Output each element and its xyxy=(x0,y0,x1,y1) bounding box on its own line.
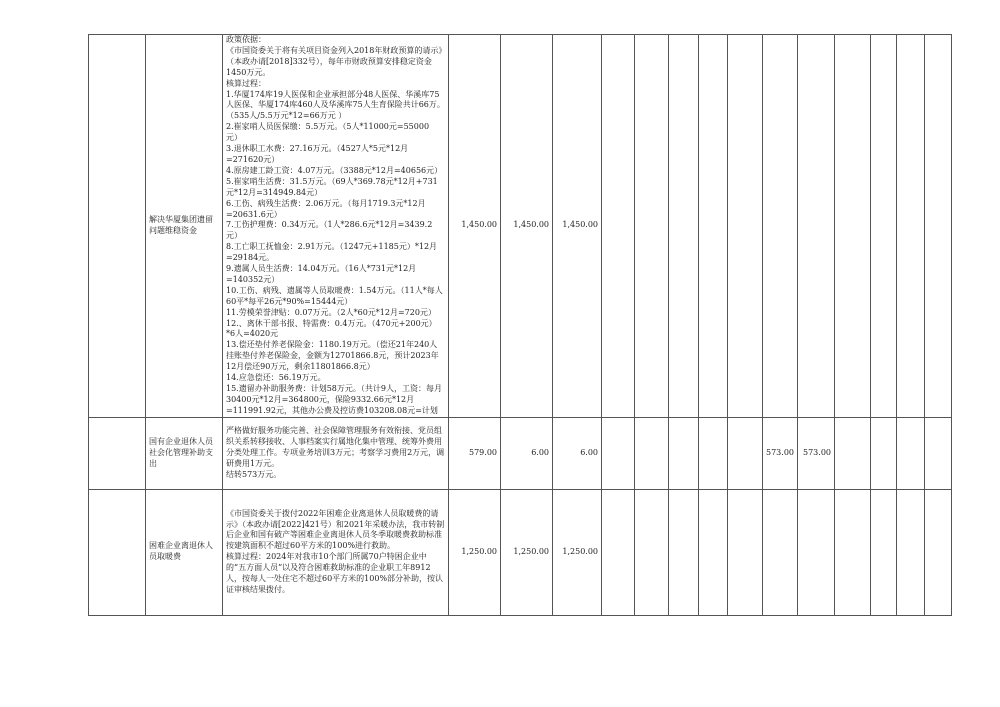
table-row xyxy=(89,489,952,615)
value-cell xyxy=(897,417,925,489)
value-cell xyxy=(699,417,728,489)
value-cell xyxy=(699,489,728,615)
value-cell: 573.00 xyxy=(798,417,835,489)
value-cell xyxy=(871,489,897,615)
value-cell xyxy=(728,35,763,418)
value-cell: 1,450.00 xyxy=(501,35,553,418)
table-row xyxy=(89,35,952,418)
value-cell xyxy=(871,417,897,489)
budget-table xyxy=(88,34,952,616)
value-cell xyxy=(798,35,835,418)
value-cell xyxy=(635,417,669,489)
value-cell xyxy=(835,489,871,615)
value-cell: 1,250.00 xyxy=(449,489,501,615)
value-cell xyxy=(835,417,871,489)
value-cell xyxy=(763,489,798,615)
value-cell xyxy=(871,35,897,418)
value-cell xyxy=(602,417,635,489)
value-cell xyxy=(835,35,871,418)
project-description-text: 严格做好服务功能完善、社会保障管理服务有效衔接、党员组织关系转移接收、人事档案实行属地化集中管理、统筹外费用分类处理工作。专项业务培训3万元；考察学习费用2万元，调研费用1万元。 结转573万元。 xyxy=(226,425,445,479)
value-cell xyxy=(635,35,669,418)
project-name: 解决华厦集团遗留问题维稳资金 xyxy=(146,35,223,418)
blank-cell xyxy=(89,35,146,418)
value-cell xyxy=(635,489,669,615)
project-description xyxy=(223,489,449,615)
value-cell xyxy=(669,417,699,489)
table-row xyxy=(89,417,952,489)
value-cell: 6.00 xyxy=(553,417,602,489)
value-cell xyxy=(602,489,635,615)
project-description-text: 政策依据： 《市国资委关于将有关项目资金列入2018年财政预算的请示》（本政办请[2018]332号），每年市财政预算安排稳定资金1450万元。 核算过程： 1.华厦174库19人医保和企业承担部分48人医保、华溪库75人医保、华厦174库460人及华溪库75人生育保险共计66万。（535人/5.5万元*12=66万元 ） 2.崔家哨人员医保缴：5.5万元。（5人*11000元=55000元） 3.退休职工水费：27.16万元。（4527人*5元*12月=271620元） 4.原房建工龄工资：4.07万元。（3388元*12月=40656元） 5.崔家哨生活费：31.5万元。（69人*369.78元*12月+731元*12月=314949.84元） 6.工伤、病残生活费：2.06万元。（每月1719.3元*12月=20631.6元） 7.工伤护理费：0.34万元。（1人*286.6元*12月=3439.2元） 8.工亡职工抚恤金：2.91万元。（1247元+1185元）*12月=29184元。 9.遗属人员生活费：14.04万元。（16人*731元*12月=140352元） 10.工伤、病残、遗属等人员取暖费：1.54万元。（11人*每人60平*每平26元*90%=15444元） 11.劳模荣誉津贴：0.07万元。（2人*60元*12月=720元） 12.、离休干部书报、特需费：0.4万元。（470元+200元）*6人=4020元 13.偿还垫付养老保险金：1180.19万元。（偿还21年240人挂账垫付养老保险金，金额为12701866.8元，预计2023年12月偿还90万元，剩余11801866.8元） 14.应急偿还：56.19万元。 15.遗留办补助服务费：计划58万元。（共计9人，工资：每月30400元*12月=364800元，保险9332.66元*12月=111991.92元，其他办公费及控访费103208.08元=计划 xyxy=(226,35,445,415)
value-cell xyxy=(925,417,952,489)
value-cell: 579.00 xyxy=(449,417,501,489)
value-cell xyxy=(925,489,952,615)
value-cell: 1,450.00 xyxy=(449,35,501,418)
value-cell xyxy=(669,489,699,615)
value-cell xyxy=(602,35,635,418)
blank-cell xyxy=(89,489,146,615)
value-cell xyxy=(728,489,763,615)
value-cell xyxy=(763,35,798,418)
value-cell xyxy=(728,417,763,489)
value-cell xyxy=(699,35,728,418)
project-description xyxy=(223,417,449,489)
project-name: 困难企业离退休人员取暖费 xyxy=(146,489,223,615)
value-cell: 573.00 xyxy=(763,417,798,489)
value-cell xyxy=(897,35,925,418)
value-cell xyxy=(669,35,699,418)
project-description xyxy=(223,35,449,418)
blank-cell xyxy=(89,417,146,489)
value-cell: 1,450.00 xyxy=(553,35,602,418)
value-cell xyxy=(798,489,835,615)
value-cell xyxy=(897,489,925,615)
project-description-text: 《市国资委关于拨付2022年困难企业离退休人员取暖费的请示》（本政办请[2022]421号）和2021年采暖办法，我市转制后企业和国有破产等困难企业离退休人员冬季取暖费救助标准按建筑面积不超过60平方米的100%进行救助。 核算过程：2024年对我市10个部门所属70户特困企业中的“五方面人员”以及符合困难救助标准的企业职工年8912人，按每人一处住宅不超过60平方米的100%部分补助，按认证审核结果拨付。 xyxy=(226,508,445,594)
project-name: 国有企业退休人员社会化管理补助支出 xyxy=(146,417,223,489)
value-cell: 1,250.00 xyxy=(553,489,602,615)
value-cell: 6.00 xyxy=(501,417,553,489)
value-cell xyxy=(925,35,952,418)
value-cell: 1,250.00 xyxy=(501,489,553,615)
